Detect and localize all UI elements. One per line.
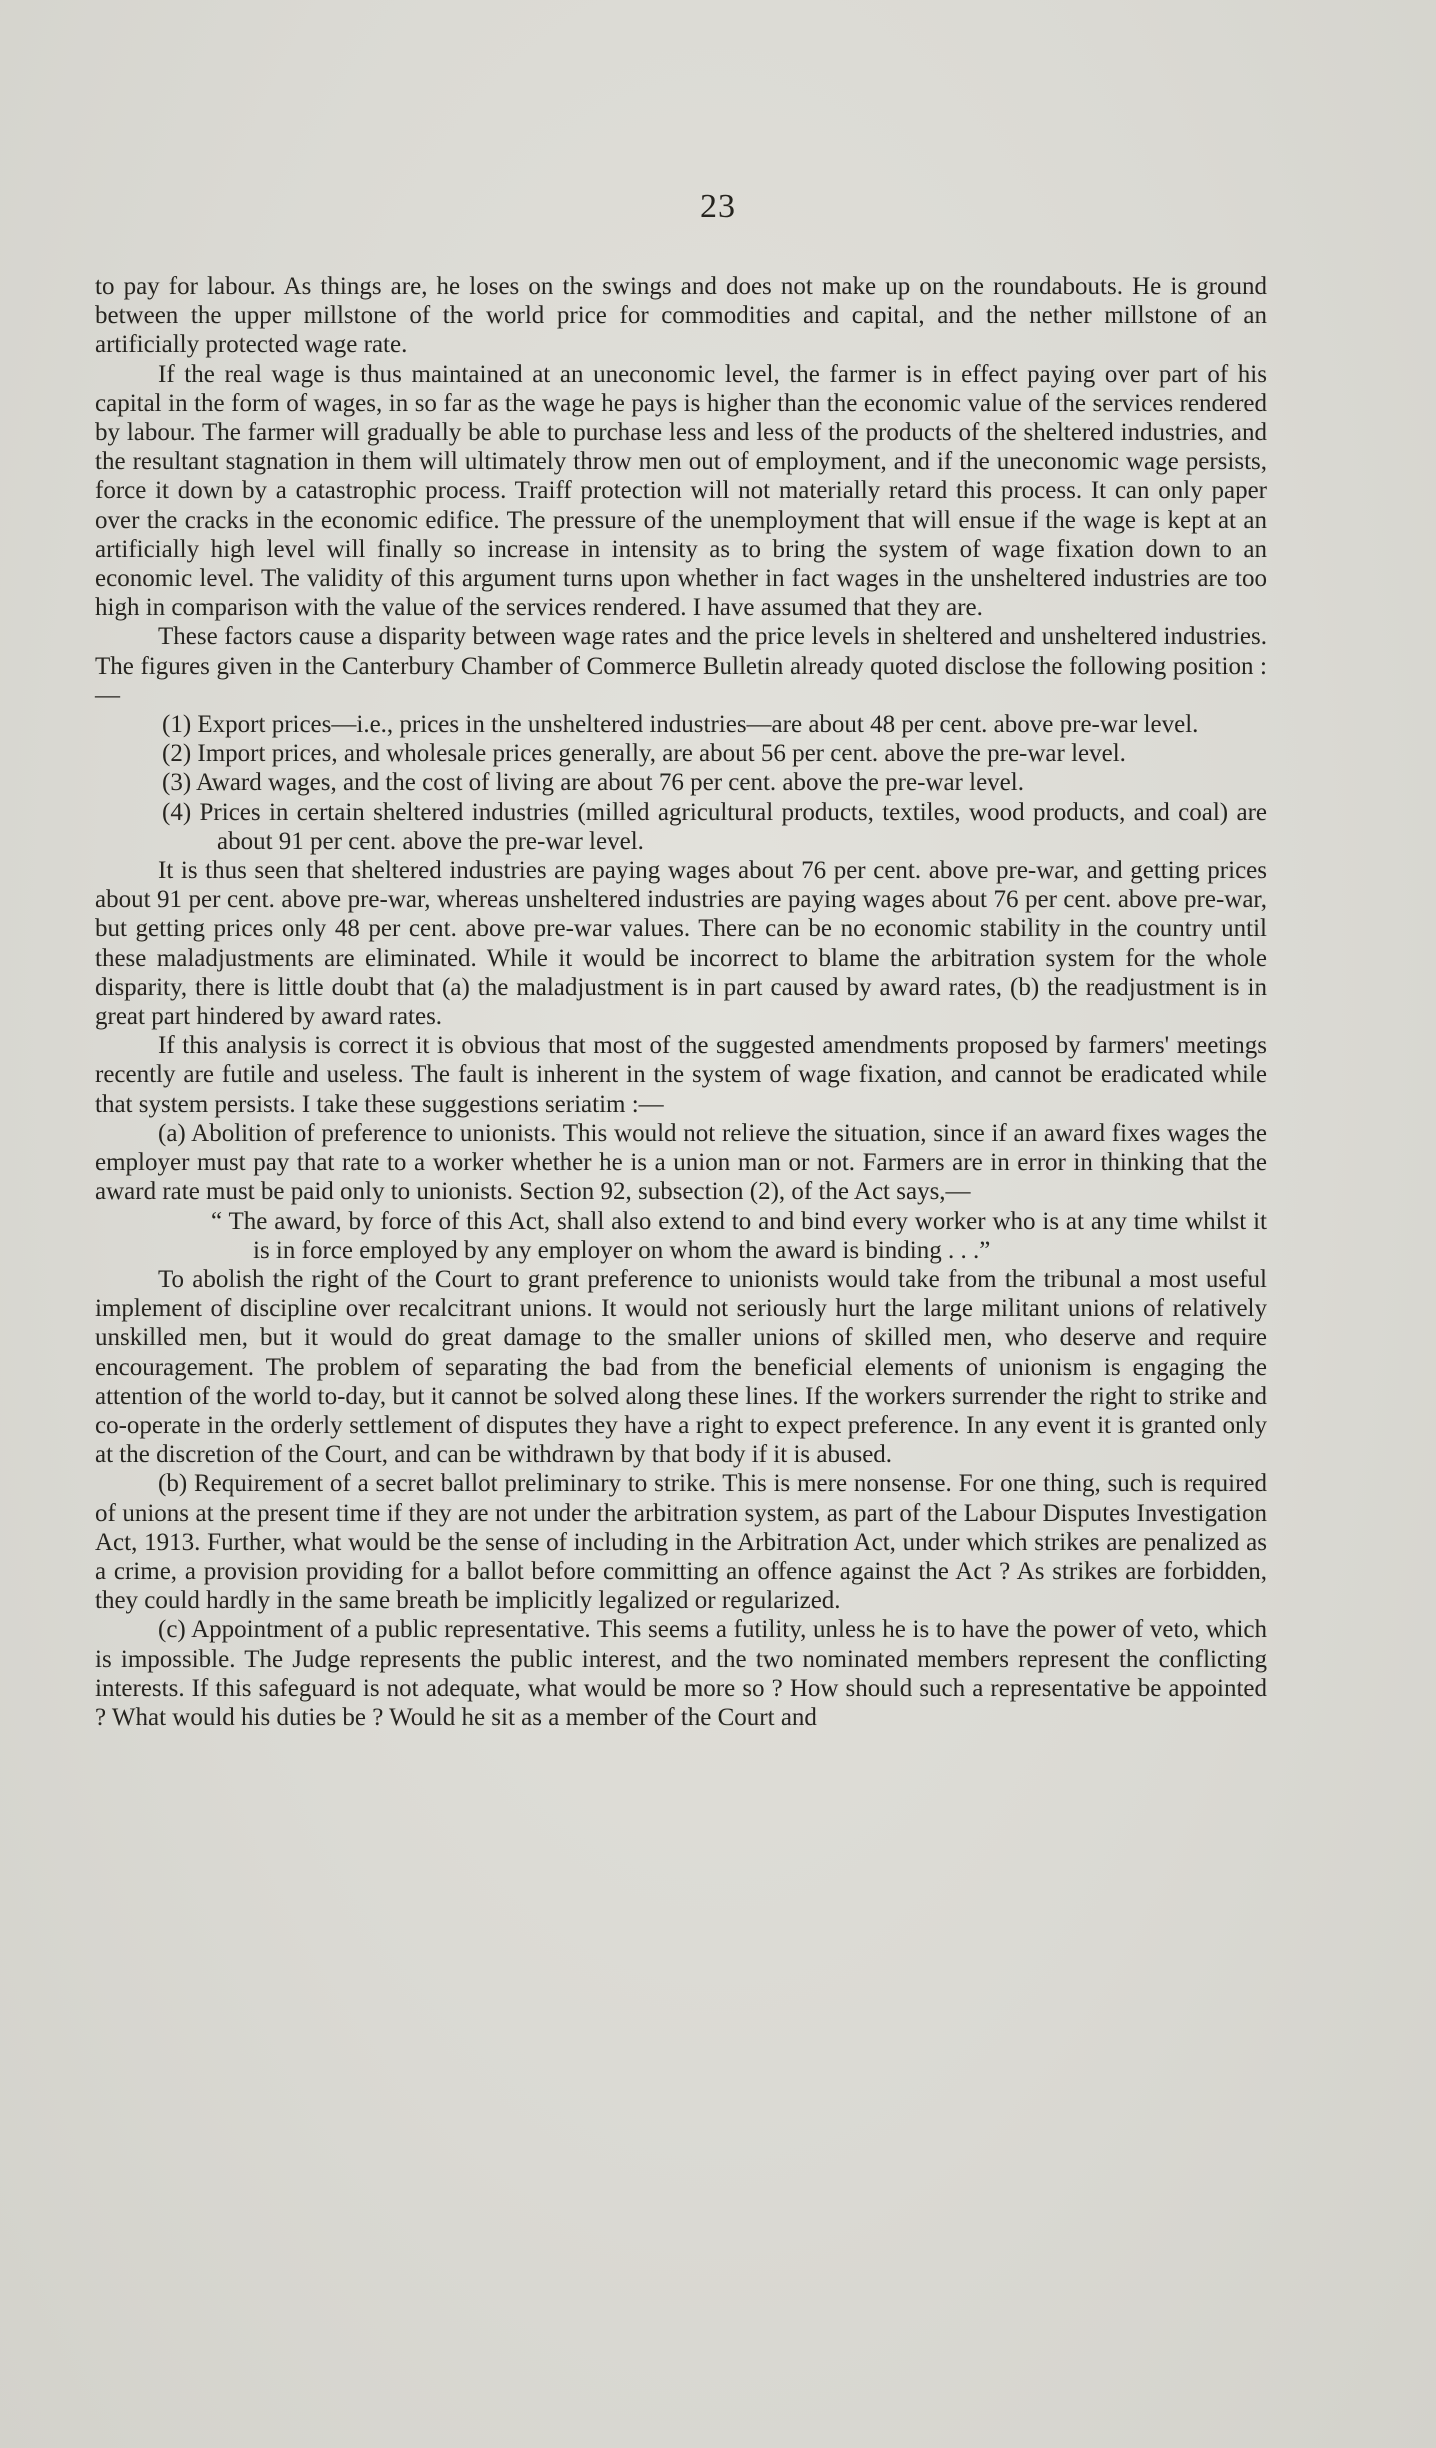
paragraph-8: (b) Requirement of a secret ballot preliminary to strike. This is mere nonsense. For one thing, such is required of unions at the present time if they are not under the arbitration system, as part of the Labour Disputes Investigation Act, 1913. Further, what would be the sense of including in the Arbitration Act, under which strikes are penalized as a crime, a provision providing for a ballot before committing an offence against the Act ? As strikes are forbidden, they could hardly in the same breath be implicitly legalized or regularized. — [95, 1470, 1267, 1615]
paragraph-2: If the real wage is thus maintained at an uneconomic level, the farmer is in effect paying over part of his capital in the form of wages, in so far as the wage he pays is higher than the economic value of the services rendered by labour. The farmer will gradually be able to purchase less and less of the products of the sheltered industries, and the resultant stagnation in them will ultimately throw men out of employment, and if the uneconomic wage persists, force it down by a catastrophic process. Traiff protection will not materially retard this process. It can only paper over the cracks in the economic edifice. The pressure of the unemployment that will ensue if the wage is kept at an artificially high level will finally so increase in intensity as to bring the system of wage fixation down to an economic level. The validity of this argument turns upon whether in fact wages in the unsheltered industries are too high in comparison with the value of the services rendered. I have assumed that they are. — [95, 360, 1267, 622]
paragraph-9: (c) Appointment of a public representative. This seems a futility, unless he is to have the power of veto, which is impossible. The Judge represents the public interest, and the two nominated members represent the conflicting interests. If this safeguard is not adequate, what would be more so ? How should such a representative be appointed ? What would his duties be ? Would he sit as a member of the Court and — [95, 1616, 1267, 1731]
list-item-4: (4) Prices in certain sheltered industries (milled agricultural products, textiles, wood products, and coal) are about 91 per cent. above the pre-war level. — [162, 798, 1267, 855]
paragraph-7: To abolish the right of the Court to grant preference to unionists would take from the tribunal a most useful implement of discipline over recalcitrant unions. It would not seriously hurt the large militant unions of relatively unskilled men, but it would do great damage to the smaller unions of skilled men, who deserve and require encouragement. The problem of separating the bad from the beneficial elements of unionism is engaging the attention of the world to-day, but it cannot be solved along these lines. If the workers surrender the right to strike and co-operate in the orderly settlement of disputes they have a right to expect preference. In any event it is granted only at the discretion of the Court, and can be withdrawn by that body if it is abused. — [95, 1265, 1267, 1469]
paragraph-6: (a) Abolition of preference to unionists. This would not relieve the situation, since if an award fixes wages the employer must pay that rate to a worker whether he is a union man or not. Farmers are in error in thinking that the award rate must be paid only to unionists. Section 92, subsection (2), of the Act says,— — [95, 1119, 1267, 1206]
block-quote: “ The award, by force of this Act, shall also extend to and bind every worker who is at any time whilst it is in force employed by any employer on whom the award is binding . . .” — [211, 1207, 1267, 1264]
paragraph-1: to pay for labour. As things are, he loses on the swings and does not make up on the roundabouts. He is ground between the upper millstone of the world price for commodities and capital, and the nether millstone of an artificially protected wage rate. — [95, 273, 1267, 359]
paragraph-4: It is thus seen that sheltered industries are paying wages about 76 per cent. above pre-war, and getting prices about 91 per cent. above pre-war, whereas unsheltered industries are paying wages about 76 per cent. above pre-war, but getting prices only 48 per cent. above pre-war values. There can be no economic stability in the country until these maladjustments are eliminated. While it would be incorrect to blame the arbitration system for the whole disparity, there is little doubt that (a) the maladjustment is in part caused by award rates, (b) the readjustment is in great part hindered by award rates. — [95, 857, 1267, 1031]
list-item-3: (3) Award wages, and the cost of living are about 76 per cent. above the pre-war level. — [162, 769, 1024, 797]
list-item-1: (1) Export prices—i.e., prices in the unsheltered industries—are about 48 per cent. above pre-war level. — [162, 711, 1199, 739]
paragraph-5: If this analysis is correct it is obvious that most of the suggested amendments proposed by farmers' meetings recently are futile and useless. The fault is inherent in the system of wage fixation, and cannot be eradicated while that system persists. I take these suggestions seriatim :— — [95, 1032, 1267, 1118]
paragraph-3: These factors cause a disparity between wage rates and the price levels in sheltered and unsheltered industries. The figures given in the Canterbury Chamber of Commerce Bulletin already quoted disclose the following position :— — [95, 623, 1267, 709]
list-item-2: (2) Import prices, and wholesale prices generally, are about 56 per cent. above the pre-war level. — [162, 740, 1126, 768]
page-number: 23 — [700, 188, 736, 225]
body-text — [95, 272, 1267, 1732]
